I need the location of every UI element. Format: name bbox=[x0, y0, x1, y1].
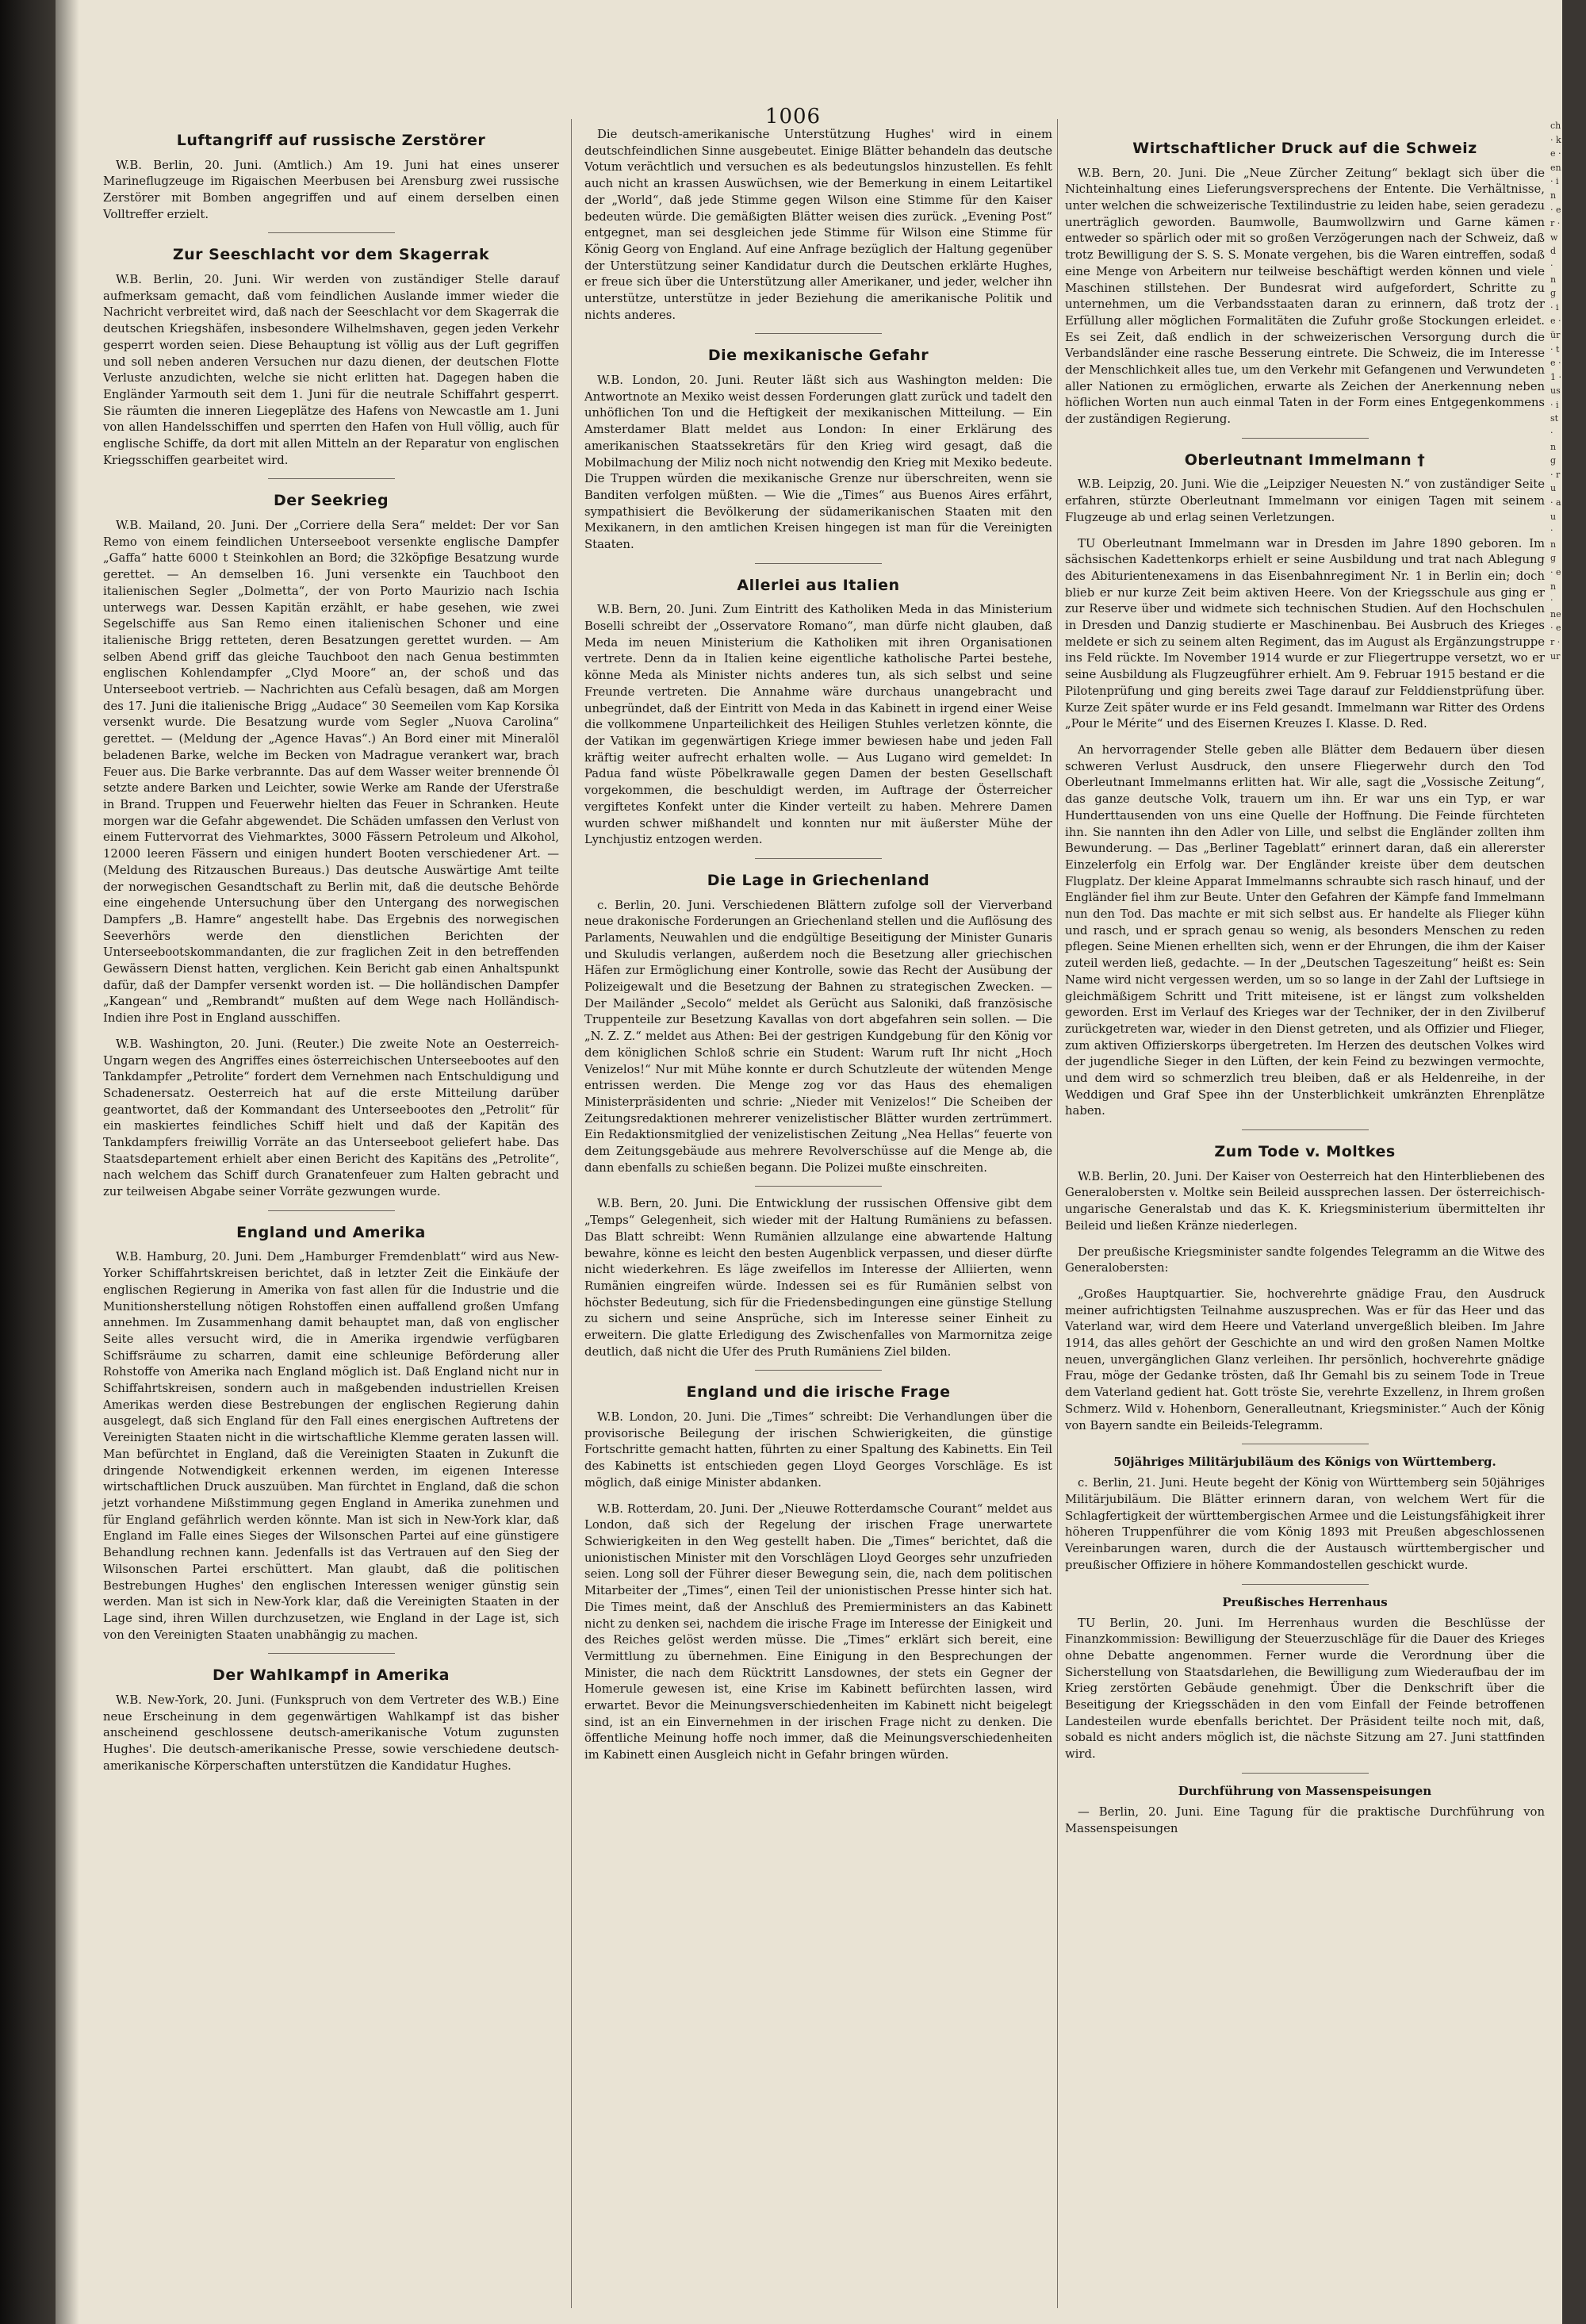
article-paragraph: W.B. Berlin, 20. Juni. Der Kaiser von Oesterreich hat den Hinterbliebenen des Generalobersten v. Moltke sein Beileid aussprechen lassen. Der österreichisch-ungarische Generalstab und das K. K. Kriegsministerium übermittelten ihr Beileid und ließen Kränze niederlegen. bbox=[1065, 1169, 1545, 1233]
article-separator bbox=[755, 1370, 882, 1371]
article-headline: Oberleutnant Immelmann † bbox=[1184, 451, 1426, 469]
page-number: 1006 bbox=[764, 105, 822, 128]
article-headline: Zur Seeschlacht vor dem Skagerrak bbox=[172, 246, 490, 264]
article bbox=[1065, 1594, 1545, 1763]
column-right bbox=[1065, 127, 1545, 1847]
article-separator bbox=[268, 1210, 395, 1211]
article-subheadline: Preußisches Herrenhaus bbox=[1222, 1594, 1388, 1609]
margin-fragments: ch · ke · en · in · er · wd · ng · ie · ür · te · 1 · us · ist · ng · ru · au · ng · en · ne · er · ur bbox=[1550, 121, 1561, 662]
article-subheadline: 50jähriges Militärjubiläum des Königs von Württemberg. bbox=[1113, 1455, 1496, 1470]
article bbox=[1065, 450, 1545, 1120]
article-paragraph: W.B. Berlin, 20. Juni. (Amtlich.) Am 19. Juni hat eines unserer Marineflugzeuge im Rigaischen Meerbusen bei Arensburg zwei russische Zerstörer mit Bomben angegriffen und auf einem derselben einen Volltreffer erzielt. bbox=[103, 158, 559, 221]
article bbox=[584, 1196, 1052, 1360]
article bbox=[103, 244, 559, 469]
article bbox=[584, 575, 1052, 849]
article-separator bbox=[1242, 1129, 1369, 1130]
article-paragraph: TU Berlin, 20. Juni. Im Herrenhaus wurden die Beschlüsse der Finanzkommission: Bewilligung der Steuerzuschläge für die Dauer des Krieges ohne Debatte angenommen. Ferner wurde die Verordnung über die Sicherstellung von Staatsdarlehen, die Bewilligung zum Wiederaufbau der im Krieg zerstörten Gebäude genehmigt. Über die Denkschrift über die Beseitigung der Kriegsschäden in den vom Einfall der Feinde betroffenen Landesteilen wurde ebenfalls berichtet. Der Präsident teilte noch mit, daß, sobald es nicht anders möglich ist, die nächste Sitzung am 27. Juni stattfinden wird. bbox=[1065, 1616, 1545, 1762]
article-headline: Der Wahlkampf in Amerika bbox=[213, 1666, 450, 1685]
column-rule bbox=[571, 119, 572, 2308]
column-middle bbox=[584, 127, 1052, 1774]
article bbox=[103, 490, 559, 1200]
adjacent-page-edge bbox=[1562, 0, 1586, 2324]
article-paragraph: W.B. Bern, 20. Juni. Zum Eintritt des Katholiken Meda in das Ministerium Boselli schreibt der „Osservatore Romano“, man dürfe nicht glauben, daß Meda im neuen Ministerium die Katholiken mit ihren Organisationen vertrete. Denn da in Italien keine eigentliche katholische Partei bestehe, könne Meda als Minister nichts anderes tun, als sich selbst und seine Freunde vertreten. Die Annahme wäre durchaus unangebracht und unbegründet, daß der Eintritt von Meda in das Kabinett in irgend einer Weise die vollkommene Unparteilichkeit des Heiligen Stuhles verletzen könnte, die der Vatikan im gegenwärtigen Kriege immer bewiesen habe und jeden Fall kräftig weiter aufrecht erhalten wolle. — Aus Lugano wird gemeldet: In Padua fand wüste Pöbelkrawalle gegen Damen der besten Gesellschaft vorgekommen, die beschuldigt werden, im Auftrage der Österreicher vergiftetes Konfekt unter die Kinder verteilt zu haben. Mehrere Damen wurden schwer mißhandelt und konnten nur mit äußerster Mühe der Lynchjustiz entzogen werden. bbox=[584, 603, 1052, 847]
article-paragraph: W.B. Berlin, 20. Juni. Wir werden von zuständiger Stelle darauf aufmerksam gemacht, daß vom feindlichen Auslande immer wieder die Nachricht verbreitet wird, daß nach der Seeschlacht vor dem Skagerrak die deutschen Kriegshäfen, insbesondere Wilhelmshaven, gegen jeden Verkehr gesperrt worden seien. Diese Behauptung ist völlig aus der Luft gegriffen und soll neben anderen Versuchen nur dazu dienen, der deutschen Flotte Verluste anzudichten, welche sie nicht erlitten hat. Dagegen haben die Engländer Yarmouth seit dem 1. Juni für die neutrale Schiffahrt gesperrt. Sie räumten die inneren Liegeplätze des Hafens von Newcastle am 1. Juni von allen Handelsschiffen und sperrten den Hafen von Hull völlig, auch für englische Schiffe, da dort mit allen Mitteln an der Reparatur von englischen Kriegsschiffen gearbeitet wird. bbox=[103, 273, 559, 467]
article-headline: Allerlei aus Italien bbox=[737, 576, 900, 594]
article-headline: Luftangriff auf russische Zerstörer bbox=[176, 132, 486, 149]
article-separator bbox=[755, 333, 882, 334]
gutter-shadow bbox=[56, 0, 79, 2324]
article bbox=[1065, 138, 1545, 428]
article-headline: Der Seekrieg bbox=[273, 492, 389, 510]
article-separator bbox=[268, 1653, 395, 1654]
article-paragraph: — Berlin, 20. Juni. Eine Tagung für die praktische Durchführung von Massenspeisungen bbox=[1065, 1804, 1545, 1835]
article-paragraph: An hervorragender Stelle geben alle Blätter dem Bedauern über diesen schweren Verlust Ausdruck, den unsere Fliegerwehr durch den Tod Oberleutnant Immelmanns erlitten hat. Wir alle, sagt die „Vossische Zeitung“, das ganze deutsche Volk, trauern um ihn. Er war uns ein Typ, er war Hunderttausenden von uns eine Quelle der Hoffnung. Die Feinde fürchteten ihn. Sie nannten ihn den Adler von Lille, und selbst die Engländer zollten ihm Bewunderung. — Das „Berliner Tageblatt“ erinnert daran, daß ein allererster Einzelerfolg ein Erfolg war. Der Engländer kreiste über dem deutschen Flugplatz. Der kleine Apparat Immelmanns schraubte sich rasch hinauf, und der Engländer fiel ihm zur Beute. Unter den Gefahren der Kämpfe fand Immelmann nun den Tod. Das machte er mit sich selbst aus. Er handelte als Flieger kühn und rasch, und er sprach genau so wenig, als besonders Menschen zu reden pflegen. Seine Mienen erhellten sich, wenn er der Ehrungen, die ihm der Kaiser zuteil werden ließ, gedachte. — In der „Deutschen Tageszeitung“ heißt es: Sein Name wird nicht vergessen werden, um so so lange in der Zahl der Luftsiege in gleichmäßigem Schritt und Tritt miteisene, ist er längst zum volkshelden geworden. Erst im Verlauf des Krieges war der Techniker, der in den Zivilberuf zurückgetreten war, wieder in den Dienst getreten, und als Offizier und Flieger, zum aktiven Offizierskorps übergetreten. Im Herzen des deutschen Volkes wird der jugendliche Sieger in den Lüften, der kein Feind zu bezwingen vermochte, und dem wird so schmerzlich treu bleiben, daß er als Heldenreihe, in der Weddigen und Graf Spee ihn der Unsterblichkeit umkränzten Ehrenplätze haben. bbox=[1065, 742, 1545, 1118]
article-separator bbox=[755, 563, 882, 564]
article-separator bbox=[755, 858, 882, 859]
article-subheadline: Durchführung von Massenspeisungen bbox=[1178, 1783, 1432, 1798]
article-paragraph: W.B. London, 20. Juni. Reuter läßt sich aus Washington melden: Die Antwortnote an Mexiko weist dessen Forderungen glatt zurück und tadelt den unhöflichen Ton und die Heftigkeit der mexikanischen Mitteilung. — Ein Amsterdamer Blatt meldet aus London: In einer Erklärung des amerikanischen Staatssekretärs für den Krieg wird gesagt, daß die Mobilmachung der Miliz noch nicht notwendig den Krieg mit Mexiko bedeute. Die Truppen würden die mexikanische Grenze nur überschreiten, wenn sie Banditen verfolgen müßten. — Wie die „Times“ aus Buenos Aires erfährt, sympathisiert die Bevölkerung der südamerikanischen Staaten mit den Mexikanern, in den amtlichen Kreisen hingegen ist man für die Vereinigten Staaten. bbox=[584, 374, 1052, 552]
article-paragraph: W.B. New-York, 20. Juni. (Funkspruch von dem Vertreter des W.B.) Eine neue Erscheinung in dem gegenwärtigen Wahlkampf ist das bisher anscheinend geschlossene deutsch-amerikanische Votum zugunsten Hughes'. Die deutsch-amerikanische Presse, sowie verschiedene deutsch-amerikanische Körperschaften unterstützen die Kandidatur Hughes. bbox=[103, 1693, 559, 1773]
article-paragraph: „Großes Hauptquartier. Sie, hochverehrte gnädige Frau, den Ausdruck meiner aufrichtigsten Teilnahme auszusprechen. Was er für das Heer und das Vaterland war, wird dem Heere und Vaterland unvergeßlich bleiben. Im Jahre 1914, das alles gehört der Geschichte an und wird den großen Namen Moltke neuen, unvergänglichen Glanz verleihen. Ihr persönlich, hochverehrte gnädige Frau, möge der Gedanke trösten, daß Ihr Gemahl bis zu seinem Tode in Treue dem Vaterland gedient hat. Gott tröste Sie, verehrte Exzellenz, in Ihrem großen Schmerz. Wild v. Hohenborn, Generalleutnant, Kriegsminister.“ Auch der König von Bayern sandte ein Beileids-Telegramm. bbox=[1065, 1287, 1545, 1432]
article bbox=[103, 130, 559, 223]
article-separator bbox=[1242, 438, 1369, 439]
article-paragraph: W.B. Bern, 20. Juni. Die Entwicklung der russischen Offensive gibt dem „Temps“ Gelegenheit, sich wieder mit der Haltung Rumäniens zu befassen. Das Blatt schreibt: Wenn Rumänien allzulange eine abwartende Haltung bewahre, könne es leicht den besten Augenblick verpassen, und dieser dürfte nicht wiederkehren. Es läge zweifellos im Interesse der Alliierten, wenn Rumänien eingreifen würde. Indessen sei es für Rumänien selbst von höchster Bedeutung, sich für die Friedensbedingungen eine günstige Stellung zu sichern und seine Ansprüche, sich im Interesse seiner Einheit zu erweitern. Die glatte Erledigung des Zwischenfalles von Marmornitza zeige deutlich, daß nicht die Ufer des Pruth Rumäniens Ziel bilden. bbox=[584, 1197, 1052, 1359]
article-paragraph: W.B. Hamburg, 20. Juni. Dem „Hamburger Fremdenblatt“ wird aus New-Yorker Schiffahrtskreisen berichtet, daß in letzter Zeit die Einkäufe der englischen Regierung in Amerika von fast allen für die Industrie und die Munitionsherstellung nötigen Rohstoffen einen auffallend großen Umfang annehmen. Im Zusammenhang damit behauptet man, daß von englischer Seite alles versucht wird, die in Amerika irgendwie verfügbaren Schiffsräume zu scharren, damit eine schleunige Beförderung aller Rohstoffe von Amerika nach England möglich ist. Daß England nicht nur in Schiffahrtskreisen, sondern auch in maßgebenden industriellen Kreisen Amerikas werden diese Bestrebungen der englischen Regierung dahin ausgelegt, daß sich England für den Fall eines energischen Auftretens der Vereinigten Staaten nicht in die wirtschaftliche Klemme geraten lassen will. Man befürchtet in England, daß die Vereinigten Staaten in Zukunft die dringende Notwendigkeit erkennen werden, im eigenen Interesse wirtschaftlichen Druck auszuüben. Man fürchtet in England, daß die schon jetzt vorhandene Mißstimmung gegen England in Amerika zunehmen und für England gefährlich werden könnte. Man ist sich in New-York klar, daß England im Falle eines Sieges der Wilsonschen Partei auf eine günstigere Behandlung rechnen kann. Jedenfalls ist das Vertrauen auf den Sieg der Wilsonschen Partei erschüttert. Man glaubt, daß die politischen Bestrebungen Hughes' den englischen Interessen weniger günstig sein werden. Man ist sich in New-York klar, daß die Vereinigten Staaten in der Lage sind, ihren Willen durchzusetzen, wie England in der Lage ist, sich von den Vereinigten Staaten unabhängig zu machen. bbox=[103, 1250, 559, 1642]
article-headline: Die Lage in Griechenland bbox=[707, 871, 930, 889]
column-left bbox=[103, 119, 559, 1784]
article-paragraph: TU Oberleutnant Immelmann war in Dresden im Jahre 1890 geboren. Im sächsischen Kadettenkorps erhielt er seine Ausbildung und trat nach Ablegung des Abiturientenexamens in das Eisenbahnregiment Nr. 1 in Berlin ein; doch blieb er nur kurze Zeit beim aktiven Heere. Von der Kriegsschule aus ging er zur Reserve über und widmete sich technischen Studien. Auf den Hochschulen in Dresden und Danzig studierte er Maschinenbau. Bei Ausbruch des Krieges meldete er sich zu seinem alten Regiment, das im August als Ergänzungstruppe ins Feld rückte. Im November 1914 wurde er zur Fliegertruppe versetzt, wo er seine Ausbildung als Flugzeugführer erhielt. Am 9. Februar 1915 bestand er die Pilotenprüfung und ging bereits zwei Tage darauf zur Felddienstprüfung über. Kurze Zeit später wurde er ins Feld gesandt. Immelmann war Ritter des Ordens „Pour le Mérite“ und des Eisernen Kreuzes I. Klasse. D. Red. bbox=[1065, 536, 1545, 731]
article-headline: Wirtschaftlicher Druck auf die Schweiz bbox=[1132, 140, 1477, 157]
article-paragraph: W.B. Bern, 20. Juni. Die „Neue Zürcher Zeitung“ beklagt sich über die Nichteinhaltung eines Lieferungsversprechens der Entente. Die Verhältnisse, unter welchen die schweizerische Textilindustrie zu leiden habe, seien geradezu unerträglich geworden. Baumwolle, Baumwollzwirn und Garne kämen entweder so spärlich oder mit so großen Verzögerungen nach der Schweiz, daß trotz Bewilligung der S. S. S. Monate vergehen, bis die Waren eintreffen, sodaß eine Menge von Arbeitern nur teilweise beschäftigt werden können und viele Maschinen stillstehen. Der Bundesrat wird aufgefordert, Schritte zu unternehmen, um die Verbandsstaaten daran zu erinnern, daß trotz der Erfüllung aller möglichen Formalitäten die Zufuhr große Stockungen erleidet. Es sei Zeit, daß endlich in der schweizerischen Versorgung durch die Verbandsländer eine rasche Besserung eintrete. Die Schweiz, die im Interesse der Menschlichkeit alles tue, um den Verkehr mit Gefangenen und Verwundeten aller Nationen zu ermöglichen, erwarte als Zeichen der Anerkennung neben höflichen Worten nun auch einmal Taten in der Form eines Entgegenkommens der zuständigen Regierung. bbox=[1065, 166, 1545, 427]
article-headline: England und die irische Frage bbox=[686, 1383, 951, 1402]
article-headline: England und Amerika bbox=[236, 1223, 426, 1241]
article-headline: Die mexikanische Gefahr bbox=[707, 347, 929, 365]
article-paragraph: c. Berlin, 20. Juni. Verschiedenen Blättern zufolge soll der Vierverband neue drakonische Forderungen an Griechenland stellen und die Auflösung des Parlaments, Neuwahlen und die endgültige Beseitigung der Minister Gunaris und Skuludis verlangen, außerdem noch die Besetzung aller griechischen Häfen zur Ermöglichung einer Kontrolle, sowie das Recht der Ausübung der Polizeigewalt und die Besetzung der Bahnen zu strategischen Zwecken. — Der Mailänder „Secolo“ meldet als Gerücht aus Saloniki, daß französische Truppenteile zur Besetzung Kavallas von dort abgefahren sein sollen. — Die „N. Z. Z.“ meldet aus Athen: Bei der gestrigen Kundgebung für den König vor dem königlichen Schloß schrie ein Student: Warum ruft Ihr nicht „Hoch Venizelos!“ Nur mit Mühe konnte er durch Schutzleute der wütenden Menge entrissen werden. Die Menge zog vor das Haus des ehemaligen Ministerpräsidenten und schrie: „Nieder mit Venizelos!“ Die Scheiben der Zeitungsredaktionen mehrerer venizelistischer Blätter wurden zertrümmert. Ein Redaktionsmitglied der venizelistischen Zeitung „Nea Hellas“ feuerte von dem Zeitungsgebäude aus mehrere Revolverschüsse auf die Menge ab, die dann ebenfalls zu schießen begann. Die Polizei mußte einschreiten. bbox=[584, 898, 1053, 1175]
article-separator bbox=[268, 478, 395, 479]
article bbox=[584, 127, 1052, 324]
article-paragraph: W.B. Rotterdam, 20. Juni. Der „Nieuwe Rotterdamsche Courant“ meldet aus London, daß sich der Regelung der irischen Frage unerwartete Schwierigkeiten in den Weg gestellt haben. Die „Times“ berichtet, daß die unionistischen Minister mit den Vorschlägen Lloyd Georges sehr unzufrieden seien. Long soll der Führer dieser Bewegung sein, die, nach dem politischen Mitarbeiter der „Times“, einen Teil der unionistischen Presse hinter sich hat. Die Times meint, daß der Anschluß des Premierministers an das Kabinett nicht zu denken sei, nachdem die irische Frage im Interesse der Einigkeit und des Reiches gelöst werden müsse. Die „Times“ erklärt sich bereit, eine Vermittlung zu übernehmen. Eine Einigung in den Besprechungen der Minister, die nach dem Rücktritt Lansdownes, der stets ein Gegner der Homerule gewesen ist, eine Krise im Kabinett befürchten lassen, wird erwartet. Bevor die Meinungsverschiedenheiten im Kabinett nicht beigelegt sind, ist an ein Einvernehmen in der irischen Frage nicht zu denken. Die öffentliche Meinung hoffe noch immer, daß die Meinungsverschiedenheiten im Kabinett einen Ausgleich nicht in Gefahr bringen würden. bbox=[584, 1501, 1052, 1762]
article bbox=[1065, 1454, 1545, 1574]
article-paragraph: W.B. Mailand, 20. Juni. Der „Corriere della Sera“ meldet: Der vor San Remo von einem feindlichen Unterseeboot versenkte englische Dampfer „Gaffa“ hatte 6000 t Steinkohlen an Bord; die 32köpfige Besatzung wurde gerettet. — An demselben 16. Juni versenkte ein Tauchboot den italienischen Segler „Dolmetta“, der von Porto Maurizio nach Ischia unterwegs war. Dessen Kapitän erzählt, er habe gesehen, wie zwei Segelschiffe aus San Remo einen italienischen Schoner und eine italienische Brigg retteten, deren Besatzungen gerettet wurden. — Am selben Abend griff das gleiche Tauchboot den nach Genua bestimmten englischen Kohlendampfer „Clyd Moore“ an, der schoß und das Unterseeboot vertrieb. — Nachrichten aus Cefalù besagen, daß am Morgen des 17. Juni die italienische Brigg „Audace“ 30 Seemeilen vom Kap Korsika versenkt wurde. Die Besatzung wurde vom Segler „Nuova Carolina“ gerettet. — (Meldung der „Agence Havas“.) An Bord einer mit Mineralöl beladenen Barke, welche im Becken von Madrague verankert war, brach Feuer aus. Die Barke verbrannte. Das auf dem Wasser weiter brennende Öl setzte andere Barken und Leichter, sowie Werke am Rande der Uferstraße in Brand. Truppen und Feuerwehr hielten das Feuer in Schranken. Heute morgen war die Gefahr abgewendet. Die Schäden umfassen den Verlust von einem Futtervorrat des Viehmarktes, 3000 Fässern Petroleum und Alkohol, 12000 leeren Fässern und einigen hundert Booten verschiedener Art. — (Meldung des Ritzauschen Bureaus.) Das deutsche Auswärtige Amt teilte der norwegischen Gesandtschaft zu Berlin mit, daß die deutsche Behörde eine eingehende Untersuchung über den Untergang des norwegischen Dampfers „B. Hamre“ angestellt habe. Das Ergebnis des norwegischen Seeverhörs werde den dienstlichen Berichten der Unterseebootskommandanten, die zur fraglichen Zeit in den betreffenden Gewässern Dienst hatten, verglichen. Kein Bericht gab einen Anhaltspunkt dafür, daß der Dampfer versenkt worden ist. — Die holländischen Dampfer „Kangean“ und „Rembrandt“ mußten auf dem Wege nach Holländisch-Indien ihre Post in England ausschiffen. bbox=[103, 519, 559, 1026]
book-spine bbox=[0, 0, 56, 2324]
article-paragraph: W.B. London, 20. Juni. Die „Times“ schreibt: Die Verhandlungen über die provisorische Beilegung der irischen Schwierigkeiten, die günstige Fortschritte gemacht hatten, führten zu einer Spaltung des Kabinetts. Ein Teil des Kabinetts ist entschieden gegen Lloyd Georges Vorschläge. Es ist möglich, daß einige Minister abdanken. bbox=[584, 1410, 1052, 1490]
article bbox=[584, 1382, 1052, 1763]
article-paragraph: W.B. Leipzig, 20. Juni. Wie die „Leipziger Neuesten N.“ von zuständiger Seite erfahren, stürzte Oberleutnant Immelmann vor einigen Tagen mit seinem Flugzeuge ab und erlag seinen Verletzungen. bbox=[1065, 477, 1545, 524]
article bbox=[584, 345, 1052, 553]
article-separator bbox=[268, 232, 395, 233]
article bbox=[103, 1222, 559, 1643]
article-paragraph: Der preußische Kriegsminister sandte folgendes Telegramm an die Witwe des Generalobersten: bbox=[1065, 1244, 1545, 1275]
article-paragraph: W.B. Washington, 20. Juni. (Reuter.) Die zweite Note an Oesterreich-Ungarn wegen des Angriffes eines österreichischen Unterseebootes auf den Tankdampfer „Petrolite“ fordert dem Vernehmen nach Entschuldigung und Schadenersatz. Oesterreich hat auf die erste Mitteilung darüber geantwortet, daß der Kommandant des Unterseebootes den „Petrolit“ für ein maskiertes feindliches Schiff hielt und daß der Kapitän des Tankdampfers freiwillig Vorräte an das Unterseeboot geliefert habe. Das Staatsdepartement erhielt aber einen Bericht des Kapitäns des „Petrolite“, nach welchem das Schiff durch Granatenfeuer zum Halten gebracht und zur teilweisen Abgabe seiner Vorräte gezwungen wurde. bbox=[103, 1037, 559, 1199]
article-separator bbox=[755, 1186, 882, 1187]
article bbox=[1065, 1141, 1545, 1434]
article bbox=[584, 870, 1052, 1177]
article-paragraph: Die deutsch-amerikanische Unterstützung Hughes' wird in einem deutschfeindlichen Sinne ausgebeutet. Einige Blätter behandeln das deutsche Votum verächtlich und versuchen es als bedeutungslos hinzustellen. Es fehlt auch nicht an krassen Auswüchsen, wie der Bemerkung in einem Leitartikel der „World“, daß jede Stimme gegen Wilson eine Stimme für den Kaiser bedeuten würde. Die gemäßigten Blätter weisen dies zurück. „Evening Post“ entgegnet, man sei desgleichen jede Stimme für Wilson eine Stimme für König Georg von England. Auf eine Anfrage bezüglich der Haltung gegenüber der Unterstützung seiner Kandidatur durch die Deutschen erklärte Hughes, er freue sich über die Unterstützung aller Amerikaner, und jeder, welcher ihn unterstütze, unterstütze in jeder Beziehung die amerikanische Politik und nichts anderes. bbox=[584, 128, 1052, 322]
column-rule bbox=[1057, 119, 1058, 2308]
article-headline: Zum Tode v. Moltkes bbox=[1214, 1143, 1396, 1161]
article bbox=[1065, 1783, 1545, 1837]
article-paragraph: c. Berlin, 21. Juni. Heute begeht der König von Württemberg sein 50jähriges Militärjubiläum. Die Blätter erinnern daran, von welchem Wert für die Schlagfertigkeit der württembergischen Armee und die Leistungsfähigkeit ihrer höheren Truppenführer die vom König 1893 mit Preußen abgeschlossenen Vereinbarungen waren, durch die der Austausch württembergischer und preußischer Offiziere in höhere Kommandostellen geschickt wurde. bbox=[1065, 1476, 1545, 1572]
article-separator bbox=[1242, 1584, 1369, 1585]
article-separator bbox=[1242, 1773, 1369, 1774]
article bbox=[103, 1665, 559, 1774]
